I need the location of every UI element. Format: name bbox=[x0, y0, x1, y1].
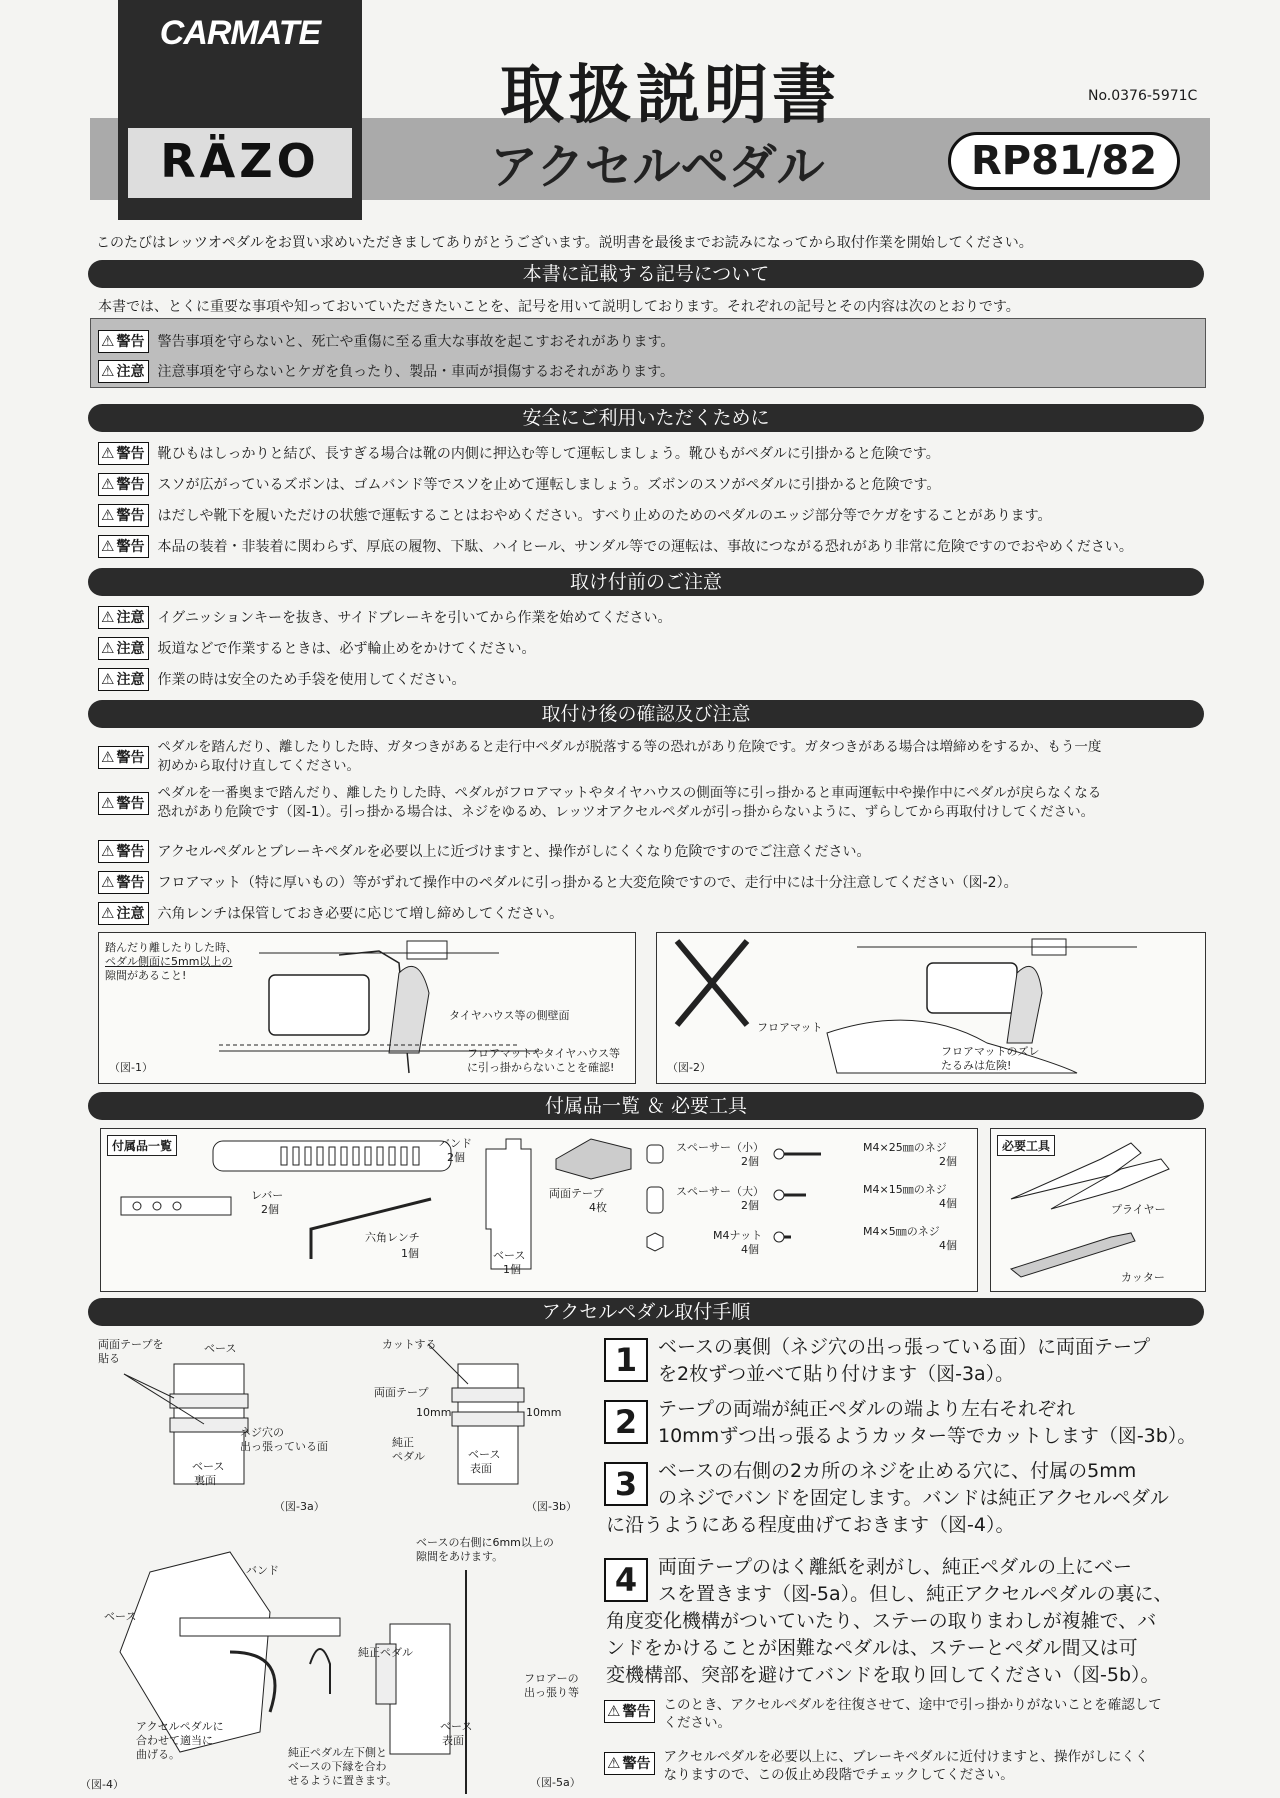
warning-badge: ⚠ 警告 bbox=[604, 1700, 655, 1723]
warning-triangle-icon: ⚠ bbox=[101, 608, 115, 626]
doc-number: No.0376-5971C bbox=[1088, 88, 1198, 104]
fig3a-label: ネジ穴の bbox=[240, 1426, 284, 1439]
fig5a-label: 隙間をあけます。 bbox=[416, 1550, 504, 1563]
fig3a-caption: （図-3a） bbox=[274, 1500, 325, 1513]
fig1-note: ペダル側面に5mm以上の bbox=[105, 955, 233, 968]
after-item: ⚠ 警告 アクセルペダルとブレーキペダルを必要以上に近づけますと、操作がしにくくなり危険ですのでご注意ください。 bbox=[98, 840, 870, 863]
step-1-number: 1 bbox=[604, 1338, 648, 1382]
step-2-text: テープの両端が純正ペダルの端より左右それぞれ 10mmずつ出っ張るようカッター等でカットします（図-3b）。 bbox=[658, 1398, 1197, 1447]
warning-triangle-icon: ⚠ bbox=[101, 842, 115, 860]
warning-badge: ⚠ 警告 bbox=[98, 792, 149, 815]
razo-logo: RÄZO bbox=[160, 134, 320, 188]
fig3b-label: 純正 bbox=[392, 1436, 414, 1449]
warning-triangle-icon: ⚠ bbox=[101, 537, 115, 555]
figure-5a bbox=[280, 1534, 600, 1796]
page-title: 取扱説明書 bbox=[500, 59, 840, 133]
part-nut-qty: 4個 bbox=[741, 1243, 759, 1256]
warning-badge: ⚠ 警告 bbox=[98, 871, 149, 894]
fig2-label: フロアマットのズレ bbox=[941, 1045, 1040, 1058]
fig1-label: タイヤハウス等の側壁面 bbox=[449, 1009, 570, 1022]
fig3b-label: 両面テープ bbox=[374, 1386, 429, 1399]
fig4-caption: （図-4） bbox=[80, 1778, 124, 1791]
fig5a-label: せるように置きます。 bbox=[288, 1774, 398, 1787]
warning-triangle-icon: ⚠ bbox=[607, 1754, 621, 1772]
product-name: アクセルペダル bbox=[490, 139, 825, 195]
fig1-note: 隙間があること! bbox=[105, 969, 187, 982]
section-parts-heading: 付属品一覧 ＆ 必要工具 bbox=[88, 1092, 1204, 1120]
part-spacer-small-label: スペーサー（小） bbox=[676, 1141, 764, 1154]
fig4-label: バンド bbox=[246, 1564, 279, 1577]
part-spacer-small-qty: 2個 bbox=[741, 1155, 759, 1168]
caution-badge: ⚠ 注意 bbox=[98, 360, 149, 383]
fig5a-label: ベースの右側に6mm以上の bbox=[416, 1536, 554, 1549]
step-4-number: 4 bbox=[604, 1558, 648, 1602]
fig4-label: ベース bbox=[104, 1610, 137, 1623]
model-number: RP81/82 bbox=[948, 132, 1180, 190]
fig4-label: 合わせて適当に bbox=[136, 1734, 213, 1747]
fig1-caption: （図-1） bbox=[109, 1061, 153, 1074]
part-base-qty: 1個 bbox=[503, 1263, 521, 1276]
part-lever-label: レバー bbox=[251, 1189, 284, 1202]
figure-3b bbox=[368, 1334, 598, 1524]
parts-list-title: 付属品一覧 bbox=[107, 1135, 177, 1156]
caution-badge: ⚠ 注意 bbox=[98, 902, 149, 925]
fig5a-label: ベースの下縁を合わ bbox=[288, 1760, 387, 1773]
part-nut-label: M4ナット bbox=[713, 1229, 763, 1242]
part-screw5-qty: 4個 bbox=[939, 1239, 957, 1252]
warning-badge: ⚠ 警告 bbox=[98, 504, 149, 527]
fig3b-label: ベース bbox=[468, 1448, 501, 1461]
safety-item: ⚠ 警告 靴ひもはしっかりと結び、長すぎる場合は靴の内側に押込む等して運転しましょう。靴ひもがペダルに引掛かると危険です。 bbox=[98, 442, 940, 465]
fig1-note: 踏んだり離したりした時、 bbox=[105, 941, 237, 954]
warning-triangle-icon: ⚠ bbox=[101, 794, 115, 812]
fig3a-label: 両面テープを bbox=[98, 1338, 164, 1351]
fig3a-label: 裏面 bbox=[194, 1474, 216, 1487]
tool-cutter-label: カッター bbox=[1121, 1271, 1165, 1284]
fig5a-label: 純正ペダル左下側と bbox=[288, 1746, 387, 1759]
step-1-text: ベースの裏側（ネジ穴の出っ張っている面）に両面テープ を2枚ずつ並べて貼り付けます（図-3a）。 bbox=[658, 1336, 1151, 1385]
step-3-text-cont: に沿うようにある程度曲げておきます（図-4）。 bbox=[606, 1514, 1015, 1536]
section-safety-heading: 安全にご利用いただくために bbox=[88, 404, 1204, 432]
warning-triangle-icon: ⚠ bbox=[101, 332, 115, 350]
legend-row: ⚠ 注意 注意事項を守らないとケガを負ったり、製品・車両が損傷するおそれがあります。 bbox=[98, 360, 674, 383]
part-tape-label: 両面テープ bbox=[549, 1187, 604, 1200]
fig4-label: アクセルペダルに bbox=[136, 1720, 224, 1733]
fig5a-label: 出っ張り等 bbox=[524, 1686, 579, 1699]
fig3b-label: 10mm bbox=[526, 1406, 562, 1419]
symbols-desc: 本書では、とくに重要な事項や知っておいていただきたいことを、記号を用いて説明しております。それぞれの記号とその内容は次のとおりです。 bbox=[98, 299, 1020, 315]
part-wrench-label: 六角レンチ bbox=[365, 1231, 420, 1244]
warning-badge: ⚠ 警告 bbox=[604, 1752, 655, 1775]
after-item: ⚠ 警告 フロアマット（特に厚いもの）等がずれて操作中のペダルに引っ掛かると大変危険ですので、走行中には十分注意してください（図-2）。 bbox=[98, 871, 1018, 894]
safety-item: ⚠ 警告 はだしや靴下を履いただけの状態で運転することはおやめください。すべり止めのためのペダルのエッジ部分等でケガをすることがあります。 bbox=[98, 504, 1052, 527]
warning-triangle-icon: ⚠ bbox=[101, 670, 115, 688]
after-item: ⚠ 警告ペダルを踏んだり、離したりした時、ガタつきがあると走行中ペダルが脱落する等の恐れがあり危険です。ガタつきがある場合は増締めをするか、もう一度 初めから取付け直してください。 bbox=[98, 738, 1101, 776]
safety-item: ⚠ 警告 本品の装着・非装着に関わらず、厚底の履物、下駄、ハイヒール、サンダル等での運転は、事故につながる恐れがあり非常に危険ですのでおやめください。 bbox=[98, 535, 1133, 558]
fig5a-label: 純正ペダル bbox=[358, 1646, 413, 1659]
fig3a-label: 出っ張っている面 bbox=[240, 1440, 328, 1453]
part-screw25-qty: 2個 bbox=[939, 1155, 957, 1168]
fig3b-label: 表面 bbox=[470, 1462, 492, 1475]
fig2-label: たるみは危険! bbox=[941, 1059, 1012, 1072]
fig5a-caption: （図-5a） bbox=[530, 1776, 581, 1789]
before-item: ⚠ 注意 作業の時は安全のため手袋を使用してください。 bbox=[98, 668, 465, 691]
warning-triangle-icon: ⚠ bbox=[101, 639, 115, 657]
warning-triangle-icon: ⚠ bbox=[101, 873, 115, 891]
fig3a-label: ベース bbox=[192, 1460, 225, 1473]
after-item: ⚠ 注意 六角レンチは保管しておき必要に応じて増し締めしてください。 bbox=[98, 902, 563, 925]
carmate-logo: CARMATE bbox=[159, 14, 321, 52]
fig3b-label: 10mm bbox=[416, 1406, 452, 1419]
part-screw15-qty: 4個 bbox=[939, 1197, 957, 1210]
warning-badge: ⚠ 警告 bbox=[98, 746, 149, 769]
warning-triangle-icon: ⚠ bbox=[101, 475, 115, 493]
figure-3a bbox=[94, 1334, 354, 1524]
tool-pliers-label: プライヤー bbox=[1111, 1203, 1166, 1216]
intro-text: このたびはレッツオペダルをお買い求めいただきましてありがとうございます。説明書を最後までお読みになってから取付作業を開始してください。 bbox=[96, 235, 1033, 251]
section-procedure-heading: アクセルペダル取付手順 bbox=[88, 1298, 1204, 1326]
fig1-label: フロアマットやタイヤハウス等 bbox=[467, 1047, 621, 1060]
fig3b-label: ペダル bbox=[392, 1450, 425, 1463]
step-3-number: 3 bbox=[604, 1462, 648, 1506]
step-4-warning-1: ⚠ 警告 このとき、アクセルペダルを往復させて、途中で引っ掛かりがないことを確認して ください。 bbox=[604, 1696, 1162, 1732]
fig4-label: 曲げる。 bbox=[136, 1748, 180, 1761]
parts-list-box bbox=[100, 1128, 978, 1292]
figure-1 bbox=[98, 932, 636, 1084]
part-lever-qty: 2個 bbox=[261, 1203, 279, 1216]
fig2-label: フロアマット bbox=[757, 1021, 823, 1034]
part-tape-qty: 4枚 bbox=[589, 1201, 607, 1214]
warning-triangle-icon: ⚠ bbox=[607, 1702, 621, 1720]
warning-badge: ⚠ 警告 bbox=[98, 330, 149, 353]
warning-triangle-icon: ⚠ bbox=[101, 506, 115, 524]
step-3-text: ベースの右側の2カ所のネジを止める穴に、付属の5mm のネジでバンドを固定します。バンドは純正アクセルペダル bbox=[658, 1460, 1169, 1509]
part-base-label: ベース bbox=[493, 1249, 526, 1262]
safety-item: ⚠ 警告 スソが広がっているズボンは、ゴムバンド等でスソを止めて運転しましょう。ズボンのスソがペダルに引掛かると危険です。 bbox=[98, 473, 940, 496]
part-screw5-label: M4×5㎜のネジ bbox=[863, 1225, 940, 1238]
fig5a-label: ベース bbox=[440, 1720, 473, 1733]
part-band-label: バンド bbox=[439, 1137, 472, 1150]
caution-badge: ⚠ 注意 bbox=[98, 606, 149, 629]
before-item: ⚠ 注意 坂道などで作業するときは、必ず輪止めをかけてください。 bbox=[98, 637, 535, 660]
figure-3a-illustration bbox=[94, 1334, 354, 1524]
caution-badge: ⚠ 注意 bbox=[98, 637, 149, 660]
legend-row: ⚠ 警告 警告事項を守らないと、死亡や重傷に至る重大な事故を起こすおそれがあります。 bbox=[98, 330, 674, 353]
section-symbols-heading: 本書に記載する記号について bbox=[88, 260, 1204, 288]
step-2-number: 2 bbox=[604, 1400, 648, 1444]
warning-triangle-icon: ⚠ bbox=[101, 748, 115, 766]
fig3a-label: ベース bbox=[204, 1342, 237, 1355]
fig3b-caption: （図-3b） bbox=[526, 1500, 577, 1513]
fig5a-label: 表面 bbox=[442, 1734, 464, 1747]
warning-badge: ⚠ 警告 bbox=[98, 840, 149, 863]
section-after-heading: 取付け後の確認及び注意 bbox=[88, 700, 1204, 728]
figure-2-illustration bbox=[657, 933, 1205, 1083]
fig1-label: に引っ掛からないことを確認! bbox=[467, 1061, 615, 1074]
warning-triangle-icon: ⚠ bbox=[101, 904, 115, 922]
warning-triangle-icon: ⚠ bbox=[101, 362, 115, 380]
fig5a-label: フロアーの bbox=[524, 1672, 579, 1685]
part-spacer-large-qty: 2個 bbox=[741, 1199, 759, 1212]
step-4-text: 両面テープのはく離紙を剥がし、純正ペダルの上にベー スを置きます（図-5a）。但し、純正アクセルペダルの裏に、 bbox=[658, 1556, 1173, 1605]
fig3a-label: 貼る bbox=[98, 1352, 120, 1365]
part-screw25-label: M4×25㎜のネジ bbox=[863, 1141, 947, 1154]
warning-badge: ⚠ 警告 bbox=[98, 535, 149, 558]
part-wrench-qty: 1個 bbox=[401, 1247, 419, 1260]
section-before-heading: 取け付前のご注意 bbox=[88, 568, 1204, 596]
before-item: ⚠ 注意 イグニッションキーを抜き、サイドブレーキを引いてから作業を始めてください。 bbox=[98, 606, 672, 629]
after-item: ⚠ 警告ペダルを一番奥まで踏んだり、離したりした時、ペダルがフロアマットやタイヤハウスの側面等に引っ掛かると車両運転中や操作中にペダルが戻らなくなる 恐れがあり危険です（図-1）。引っ掛かる場合は、ネジをゆるめ、レッツオアクセルペダルが引っ掛からないように、ずらしてから再取付けしてください。 bbox=[98, 784, 1101, 822]
part-band-qty: 2個 bbox=[447, 1151, 465, 1164]
part-screw15-label: M4×15㎜のネジ bbox=[863, 1183, 947, 1196]
figure-2 bbox=[656, 932, 1206, 1084]
warning-triangle-icon: ⚠ bbox=[101, 444, 115, 462]
tools-box bbox=[990, 1128, 1206, 1292]
figure-3b-illustration bbox=[368, 1334, 598, 1524]
fig2-caption: （図-2） bbox=[667, 1061, 711, 1074]
warning-badge: ⚠ 警告 bbox=[98, 473, 149, 496]
fig3b-label: カットする bbox=[382, 1338, 437, 1351]
step-4-warning-2: ⚠ 警告 アクセルペダルを必要以上に、ブレーキペダルに近付けますと、操作がしにくく なりますので、この仮止め段階でチェックしてください。 bbox=[604, 1748, 1149, 1784]
caution-badge: ⚠ 注意 bbox=[98, 668, 149, 691]
tools-illustration bbox=[991, 1129, 1205, 1291]
warning-badge: ⚠ 警告 bbox=[98, 442, 149, 465]
step-4-text-cont: 角度変化機構がついていたり、ステーの取りまわしが複雑で、バ ンドをかけることが困難なペダルは、ステーとペダル間又は可 変機構部、突部を避けてバンドを取り回してください（図-5b）。 bbox=[606, 1610, 1160, 1686]
part-spacer-large-label: スペーサー（大） bbox=[676, 1185, 764, 1198]
tools-title: 必要工具 bbox=[997, 1135, 1055, 1156]
parts-illustration bbox=[101, 1129, 977, 1291]
